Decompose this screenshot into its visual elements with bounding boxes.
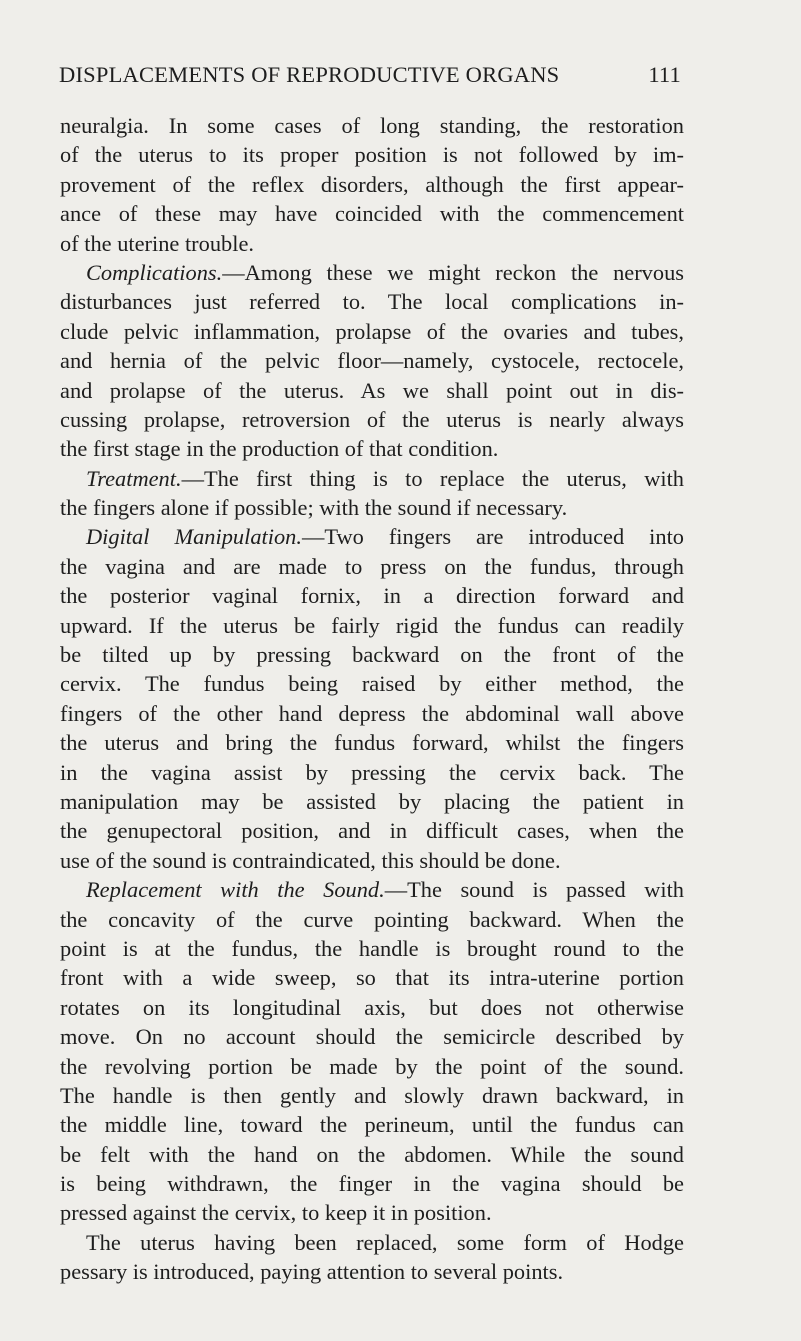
line-text: —The first thing is to replace the uterus, with [181, 465, 684, 491]
line-text: point is at the fundus, the handle is brought round to the [60, 935, 684, 961]
line-text: rotates on its longitudinal axis, but does not otherwise [60, 994, 684, 1020]
line-text: of the uterine trouble. [60, 230, 254, 256]
text-line [60, 1022, 684, 1051]
text-line [60, 875, 684, 904]
line-text: neuralgia. In some cases of long standing, the restoration [60, 113, 684, 138]
running-head-title: DISPLACEMENTS OF REPRODUCTIVE ORGANS [59, 62, 560, 87]
text-line [60, 1052, 684, 1081]
text-line [60, 993, 684, 1022]
text-line [60, 464, 684, 493]
line-text: The handle is then gently and slowly drawn backward, in [60, 1082, 684, 1108]
text-line [60, 199, 684, 228]
section-heading: Digital Manipulation. [86, 524, 302, 550]
text-line [60, 1257, 684, 1286]
running-head [59, 62, 681, 88]
text-line [60, 1228, 684, 1257]
line-text: of the uterus to its proper position is not followed by im- [60, 142, 684, 168]
line-text: fingers of the other hand depress the abdominal wall above [60, 700, 684, 726]
line-text: the concavity of the curve pointing backward. When the [60, 906, 684, 932]
line-text: —The sound is passed with [384, 877, 684, 903]
section-heading: Complications. [86, 259, 223, 285]
text-line [60, 552, 684, 581]
line-text: the uterus and bring the fundus forward, whilst the fingers [60, 730, 684, 756]
text-line [60, 376, 684, 405]
text-line [60, 258, 684, 287]
text-line [60, 287, 684, 316]
text-line [60, 346, 684, 375]
line-text: the vagina and are made to press on the fundus, through [60, 553, 684, 579]
line-text: ance of these may have coincided with the commencement [60, 201, 684, 227]
text-line [60, 1110, 684, 1139]
text-line [60, 846, 684, 875]
line-text: The uterus having been replaced, some form of Hodge [86, 1229, 684, 1255]
text-line [60, 758, 684, 787]
body-text [60, 111, 684, 1287]
line-text: in the vagina assist by pressing the cervix back. The [60, 759, 684, 785]
line-text: the revolving portion be made by the point of the sound. [60, 1053, 684, 1079]
text-line [60, 963, 684, 992]
line-text: disturbances just referred to. The local complications in- [60, 289, 684, 315]
line-text: and hernia of the pelvic floor—namely, cystocele, rectocele, [60, 348, 684, 374]
line-text: upward. If the uterus be fairly rigid the fundus can readily [60, 612, 684, 638]
text-line [60, 434, 684, 463]
text-line [60, 111, 684, 140]
text-line [60, 493, 684, 522]
text-line [60, 405, 684, 434]
text-line [60, 522, 684, 551]
line-text: the first stage in the production of that condition. [60, 436, 499, 462]
line-text: be tilted up by pressing backward on the front of the [60, 642, 684, 668]
line-text: the fingers alone if possible; with the sound if necessary. [60, 495, 568, 521]
text-line [60, 140, 684, 169]
line-text: provement of the reflex disorders, although the first appear- [60, 171, 684, 197]
page-number: 111 [648, 62, 681, 87]
text-line [60, 1169, 684, 1198]
text-line [60, 934, 684, 963]
text-line [60, 170, 684, 199]
text-line [60, 1140, 684, 1169]
text-line [60, 640, 684, 669]
text-line [60, 317, 684, 346]
line-text: clude pelvic inflammation, prolapse of the ovaries and tubes, [60, 318, 684, 344]
text-line [60, 699, 684, 728]
text-line [60, 1198, 684, 1227]
text-line [60, 611, 684, 640]
line-text: use of the sound is contraindicated, this should be done. [60, 847, 561, 873]
line-text: cervix. The fundus being raised by either method, the [60, 671, 684, 697]
line-text: manipulation may be assisted by placing the patient in [60, 788, 684, 814]
line-text: pressed against the cervix, to keep it in position. [60, 1200, 492, 1226]
text-line [60, 728, 684, 757]
line-text: the genupectoral position, and in difficult cases, when the [60, 818, 684, 844]
text-line [60, 1081, 684, 1110]
section-heading: Treatment. [86, 465, 182, 491]
line-text: cussing prolapse, retroversion of the uterus is nearly always [60, 406, 684, 432]
line-text: the posterior vaginal fornix, in a direction forward and [60, 583, 684, 609]
text-line [60, 669, 684, 698]
line-text: is being withdrawn, the finger in the vagina should be [60, 1171, 684, 1197]
section-heading: Replacement with the Sound. [86, 877, 385, 903]
text-line [60, 816, 684, 845]
line-text: —Two fingers are introduced into [301, 524, 684, 550]
text-line [60, 581, 684, 610]
text-line [60, 229, 684, 258]
text-line [60, 905, 684, 934]
line-text: the middle line, toward the perineum, until the fundus can [60, 1112, 684, 1138]
line-text: move. On no account should the semicircle described by [60, 1024, 684, 1050]
line-text: —Among these we might reckon the nervous [222, 259, 684, 285]
text-line [60, 787, 684, 816]
line-text: pessary is introduced, paying attention to several points. [60, 1259, 564, 1285]
line-text: front with a wide sweep, so that its intra-uterine portion [60, 965, 684, 991]
line-text: and prolapse of the uterus. As we shall point out in dis- [60, 377, 684, 403]
line-text: be felt with the hand on the abdomen. While the sound [60, 1141, 684, 1167]
